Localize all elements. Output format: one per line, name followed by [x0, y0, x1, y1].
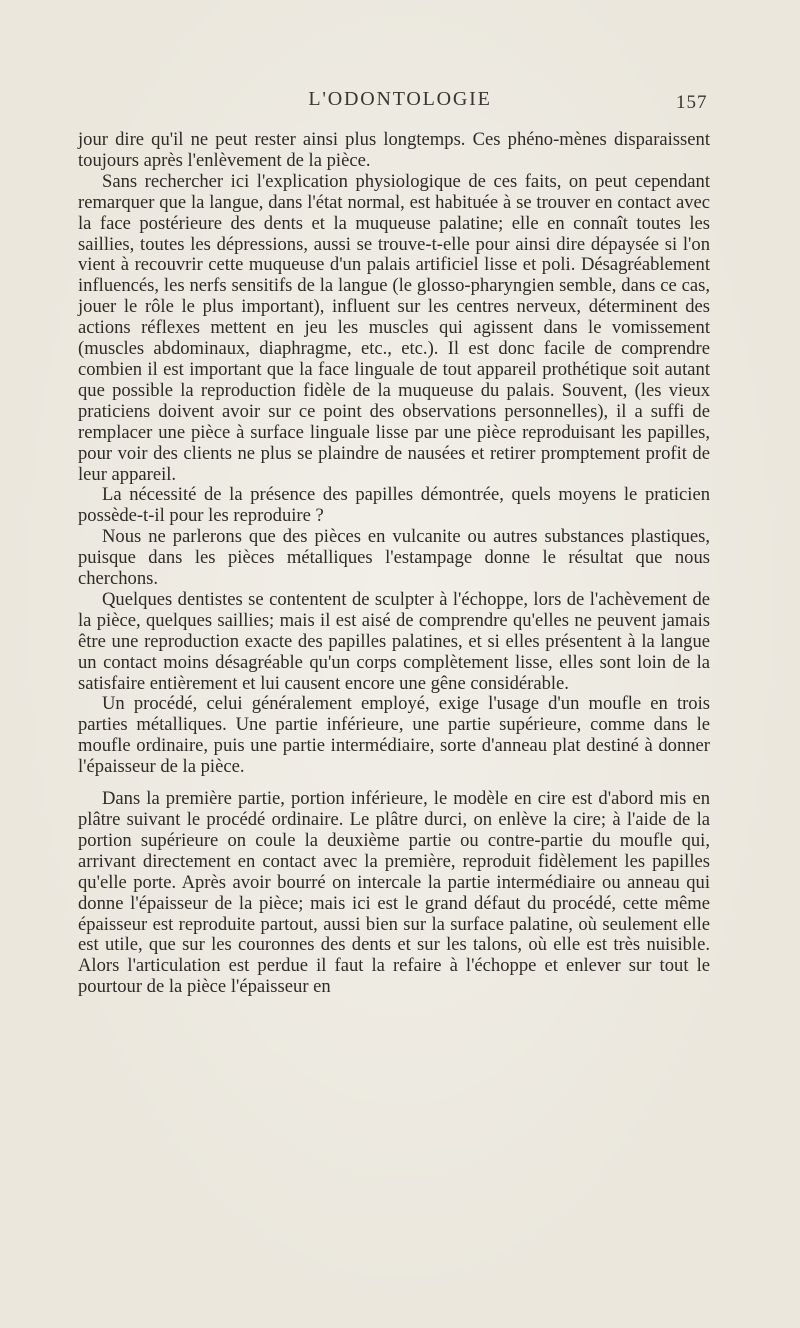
body-text — [78, 130, 710, 998]
running-head — [0, 88, 800, 118]
paragraph: Dans la première partie, portion inférieure, le modèle en cire est d'abord mis en plâtre suivant le procédé ordinaire. Le plâtre durci, on enlève la cire; à l'aide de la portion supérieure on coule la deuxième partie ou contre-partie du moufle qui, arrivant directement en contact avec la première, reproduit fidèlement les papilles qu'elle porte. Après avoir bourré on intercale la partie intermédiaire ou anneau qui donne l'épaisseur de la pièce; mais ici est le grand défaut du procédé, cette même épaisseur est reproduite partout, aussi bien sur la surface palatine, où seulement elle est utile, que sur les couronnes des dents et sur les talons, où elle est très nuisible. Alors l'articulation est perdue il faut la refaire à l'échoppe et enlever sur tout le pourtour de la pièce l'épaisseur en — [78, 788, 710, 998]
paragraph: Quelques dentistes se contentent de sculpter à l'échoppe, lors de l'achèvement de la pièce, quelques saillies; mais il est aisé de comprendre qu'elles ne peuvent jamais être une reproduction exacte des papilles palatines, et si elles présentent à la langue un contact moins désagréable qu'un corps complètement lisse, elles sont loin de la satisfaire entièrement et lui causent encore une gêne considérable. — [78, 588, 710, 694]
paragraph: La nécessité de la présence des papilles démontrée, quels moyens le praticien possède-t-il pour les reproduire ? — [78, 484, 710, 527]
paragraph: Nous ne parlerons que des pièces en vulcanite ou autres substances plastiques, puisque dans les pièces métalliques l'estampage donne le résultat que nous cherchons. — [78, 526, 710, 590]
paragraph: Sans rechercher ici l'explication physiologique de ces faits, on peut cependant remarquer que la langue, dans l'état normal, est habituée à se trouver en contact avec la face postérieure des dents et la muqueuse palatine; elle en connaît toutes les saillies, toutes les dépressions, aussi se trouve-t-elle pour ainsi dire dépaysée si l'on vient à recouvrir cette muqueuse d'un palais artificiel lisse et poli. Désagréablement influencés, les nerfs sensitifs de la langue (le glosso-pharyngien semble, dans ce cas, jouer le rôle le plus important), influent sur les centres nerveux, déterminent des actions réflexes mettent en jeu les muscles qui agissent dans le vomissement (muscles abdominaux, diaphragme, etc., etc.). Il est donc facile de comprendre combien il est important que la face linguale de tout appareil prothétique soit autant que possible la reproduction fidèle de la muqueuse du palais. Souvent, (les vieux praticiens doivent avoir sur ce point des observations personnelles), il a suffi de remplacer une pièce à surface linguale lisse par une pièce reproduisant les papilles, pour voir des clients ne plus se plaindre de nausées et retirer promptement profit de leur appareil. — [78, 170, 710, 485]
paragraph-continuation: jour dire qu'il ne peut rester ainsi plus longtemps. Ces phéno-mènes disparaissent toujours après l'enlèvement de la pièce. — [78, 129, 710, 171]
paragraph: Un procédé, celui généralement employé, exige l'usage d'un moufle en trois parties métalliques. Une partie inférieure, une partie supérieure, comme dans le moufle ordinaire, puis une partie intermédiaire, sorte d'anneau plat destiné à donner l'épaisseur de la pièce. — [78, 693, 710, 778]
journal-title: L'ODONTOLOGIE — [308, 88, 492, 110]
page-number: 157 — [676, 92, 708, 113]
